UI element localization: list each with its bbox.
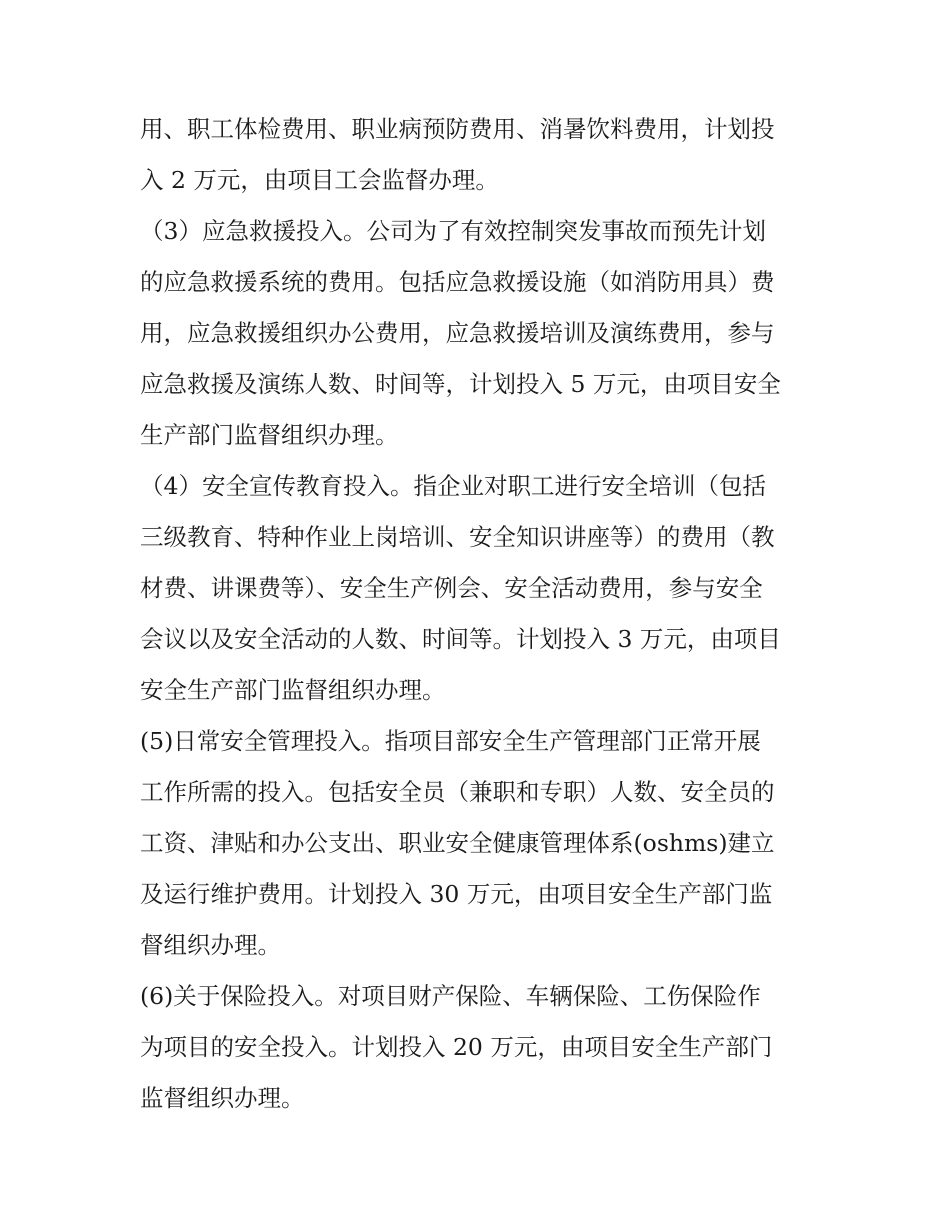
text-line: 督组织办理。	[140, 931, 281, 959]
paragraph-emergency-rescue	[140, 206, 815, 461]
paragraph-insurance	[140, 971, 815, 1124]
text-line: (6)关于保险投入。对项目财产保险、车辆保险、工伤保险作	[140, 982, 761, 1010]
text-line: 工作所需的投入。包括安全员（兼职和专职）人数、安全员的	[140, 778, 775, 806]
text-line: 为项目的安全投入。计划投入 20 万元，由项目安全生产部门	[140, 1033, 773, 1061]
text-line: 及运行维护费用。计划投入 30 万元，由项目安全生产部门监	[140, 880, 773, 908]
text-line: 生产部门监督组织办理。	[140, 421, 399, 449]
paragraph-daily-safety-management	[140, 716, 815, 971]
text-line: 会议以及安全活动的人数、时间等。计划投入 3 万元，由项目	[140, 625, 781, 653]
text-line: (5)日常安全管理投入。指项目部安全生产管理部门正常开展	[140, 727, 761, 755]
text-line: 用，应急救援组织办公费用，应急救援培训及演练费用，参与	[140, 319, 775, 347]
text-line: 的应急救援系统的费用。包括应急救援设施（如消防用具）费	[140, 268, 775, 296]
text-line: 安全生产部门监督组织办理。	[140, 676, 446, 704]
text-line: （3）应急救援投入。公司为了有效控制突发事故而预先计划	[140, 217, 766, 245]
paragraph-health-costs-continued	[140, 104, 815, 206]
text-line: 入 2 万元，由项目工会监督办理。	[140, 166, 499, 194]
text-line: 监督组织办理。	[140, 1084, 305, 1112]
text-line: 用、职工体检费用、职业病预防费用、消暑饮料费用，计划投	[140, 115, 775, 143]
text-line: （4）安全宣传教育投入。指企业对职工进行安全培训（包括	[140, 472, 766, 500]
text-line: 材费、讲课费等）、安全生产例会、安全活动费用，参与安全	[140, 574, 763, 602]
text-line: 工资、津贴和办公支出、职业安全健康管理体系(oshms)建立	[140, 829, 775, 857]
text-line: 三级教育、特种作业上岗培训、安全知识讲座等）的费用（教	[140, 523, 775, 551]
document-body	[140, 104, 815, 1124]
text-line: 应急救援及演练人数、时间等，计划投入 5 万元，由项目安全	[140, 370, 781, 398]
paragraph-safety-education	[140, 461, 815, 716]
